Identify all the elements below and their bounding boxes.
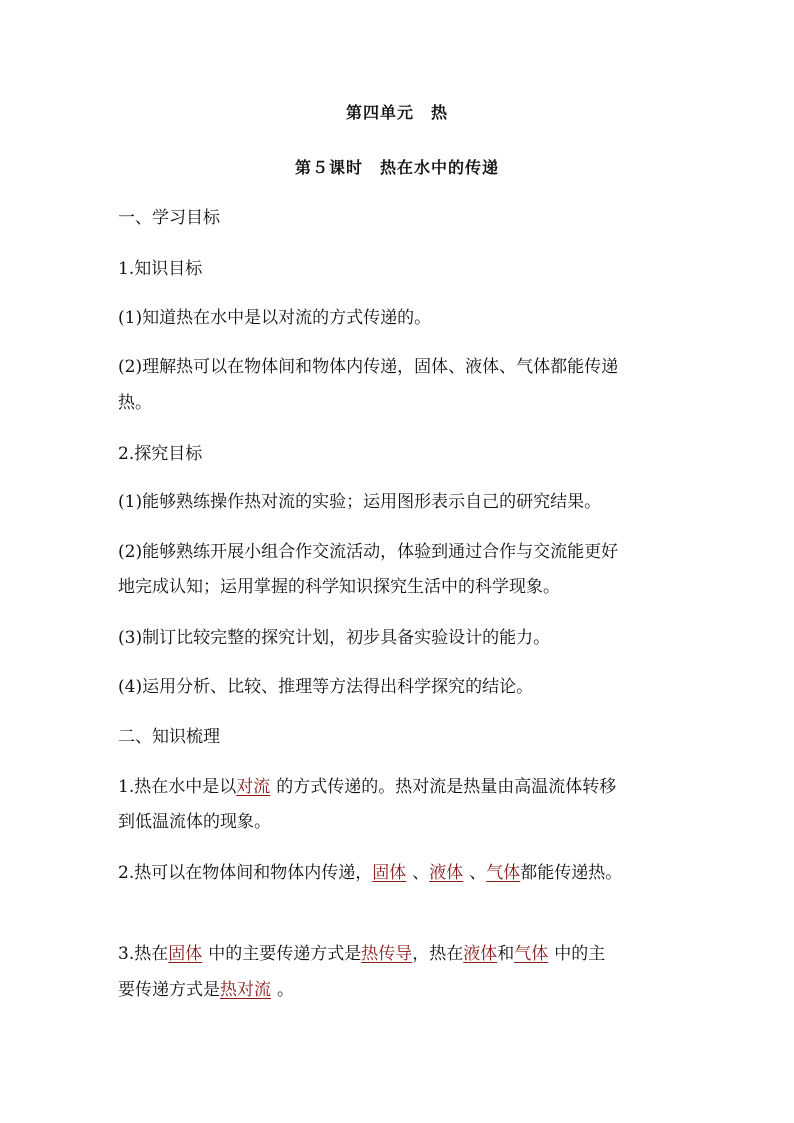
question-2	[118, 856, 678, 890]
q3-text: 中的主	[554, 944, 606, 964]
q3-text: 中的主要传递方式是	[208, 944, 362, 964]
question-1-cont: 到低温流体的现象。	[118, 812, 271, 832]
q3-text: 。	[277, 980, 294, 1000]
q3-text: 3.热在	[118, 944, 169, 964]
q3-answer-blank: 固体	[168, 944, 203, 964]
lesson-title: 第５课时 热在水中的传递	[294, 158, 499, 177]
q2-text: 都能传递热。	[520, 863, 623, 883]
question-3-cont	[118, 973, 678, 1007]
knowledge-goal-item-cont: 热。	[118, 393, 152, 413]
q3-answer-blank: 气体	[514, 944, 549, 964]
q2-answer-blank: 固体	[372, 863, 407, 883]
q2-answer-blank: 气体	[486, 863, 521, 883]
subheading-knowledge-goals: 1.知识目标	[118, 259, 203, 279]
q2-separator: 、	[469, 863, 487, 883]
knowledge-goal-item: (1)知道热在水中是以对流的方式传递的。	[118, 308, 432, 328]
q1-answer-blank: 对流	[236, 777, 271, 797]
inquiry-goal-item: (3)制订比较完整的探究计划，初步具备实验设计的能力。	[118, 628, 551, 648]
unit-title: 第四单元 热	[345, 103, 448, 122]
q3-text: ，热在	[412, 944, 464, 964]
q3-answer-blank: 热对流	[220, 980, 271, 1000]
inquiry-goal-item: (4)运用分析、比较、推理等方法得出科学探究的结论。	[118, 677, 534, 697]
question-1	[118, 770, 678, 804]
section-heading-knowledge-review: 二、知识梳理	[118, 727, 220, 747]
q2-text: 2.热可以在物体间和物体内传递，	[118, 863, 373, 883]
section-heading-goals: 一、学习目标	[118, 208, 220, 228]
q2-separator: 、	[412, 863, 430, 883]
subheading-inquiry-goals: 2.探究目标	[118, 444, 203, 464]
q2-answer-blank: 液体	[429, 863, 464, 883]
q1-text: 的方式传递的。热对流是热量由高温流体转移	[276, 777, 617, 797]
q3-text: 和	[497, 944, 515, 964]
inquiry-goal-item: (2)能够熟练开展小组合作交流活动，体验到通过合作与交流能更好	[118, 542, 619, 562]
inquiry-goal-item: (1)能够熟练操作热对流的实验；运用图形表示自己的研究结果。	[118, 492, 602, 512]
inquiry-goal-item-cont: 地完成认知；运用掌握的科学知识探究生活中的科学现象。	[118, 577, 560, 597]
q1-text: 1.热在水中是以	[118, 777, 237, 797]
q3-text: 要传递方式是	[118, 980, 220, 1000]
q3-answer-blank: 液体	[463, 944, 498, 964]
question-3	[118, 937, 678, 971]
q3-answer-blank: 热传导	[361, 944, 413, 964]
knowledge-goal-item: (2)理解热可以在物体间和物体内传递，固体、液体、气体都能传递	[118, 357, 619, 377]
